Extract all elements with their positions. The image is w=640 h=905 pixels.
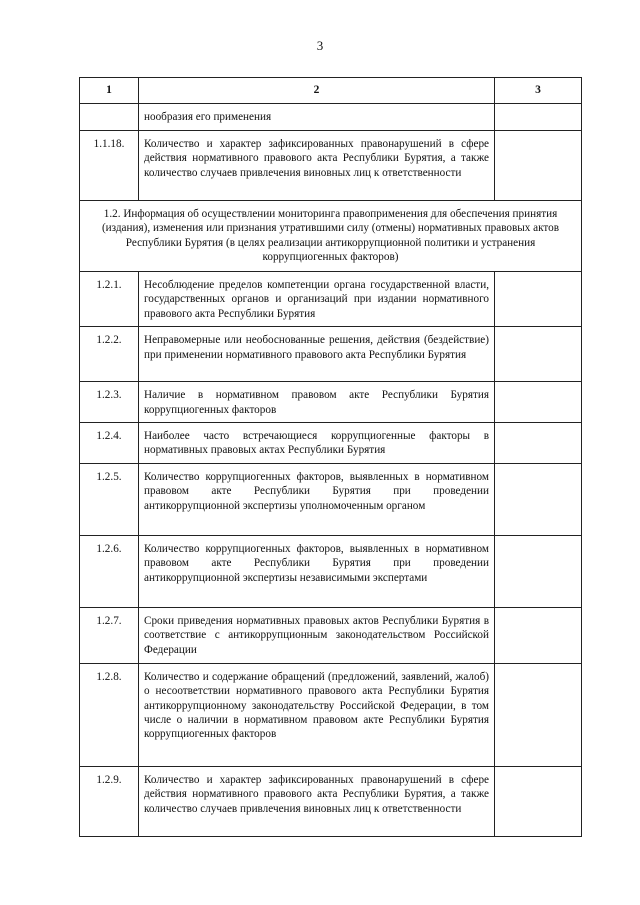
row-value-cell	[495, 607, 582, 663]
section-row	[80, 201, 582, 272]
row-number: 1.1.18.	[80, 131, 139, 201]
row-text: Несоблюдение пределов компетенции органа государственной власти, государственных органов и организаций при издании нормативного правового акта Республики Бурятия	[139, 272, 495, 327]
row-value-cell	[495, 423, 582, 464]
row-number: 1.2.1.	[80, 272, 139, 327]
column-header-2: 2	[139, 78, 495, 104]
table-row	[80, 535, 582, 607]
row-value-cell	[495, 131, 582, 201]
row-value-cell	[495, 104, 582, 131]
row-text: Количество и характер зафиксированных правонарушений в сфере действия нормативного правового акта Республики Бурятия, а также количество случаев привлечения виновных лиц к ответственности	[139, 131, 495, 201]
row-number: 1.2.9.	[80, 766, 139, 836]
table-row	[80, 327, 582, 382]
table-header-row	[80, 78, 582, 104]
row-number: 1.2.5.	[80, 463, 139, 535]
row-number	[80, 104, 139, 131]
row-text: Количество и характер зафиксированных правонарушений в сфере действия нормативного правового акта Республики Бурятия, а также количество случаев привлечения виновных лиц к ответственности	[139, 766, 495, 836]
row-text: Количество и содержание обращений (предложений, заявлений, жалоб) о несоответствии нормативного правового акта Республики Бурятия антикоррупционному законодательству Российской Федерации, в том числе о наличии в нормативном правовом акте Республики Бурятия коррупциогенных факторов	[139, 663, 495, 766]
row-number: 1.2.3.	[80, 382, 139, 423]
row-text: Неправомерные или необоснованные решения, действия (бездействие) при применении нормативного правового акта Республики Бурятия	[139, 327, 495, 382]
table-row	[80, 382, 582, 423]
row-number: 1.2.4.	[80, 423, 139, 464]
row-value-cell	[495, 272, 582, 327]
row-text: Наличие в нормативном правовом акте Республики Бурятия коррупциогенных факторов	[139, 382, 495, 423]
row-value-cell	[495, 766, 582, 836]
page-number: 3	[316, 38, 324, 53]
row-text: Наиболее часто встречающиеся коррупциогенные факторы в нормативных правовых актах Республики Бурятия	[139, 423, 495, 464]
row-value-cell	[495, 463, 582, 535]
table-row	[80, 423, 582, 464]
row-number: 1.2.6.	[80, 535, 139, 607]
column-header-3: 3	[495, 78, 582, 104]
row-text: нообразия его применения	[139, 104, 495, 131]
table-row	[80, 607, 582, 663]
row-value-cell	[495, 663, 582, 766]
table-row	[80, 663, 582, 766]
table-row	[80, 104, 582, 131]
row-number: 1.2.7.	[80, 607, 139, 663]
row-value-cell	[495, 535, 582, 607]
row-value-cell	[495, 327, 582, 382]
section-heading: 1.2. Информация об осуществлении мониторинга правоприменения для обеспечения принятия (издания), изменения или признания утратившими силу (отмены) нормативных правовых актов Республики Бурятия (в целях реализации антикоррупционной политики и устранения коррупциогенных факторов)	[80, 201, 582, 272]
row-text: Сроки приведения нормативных правовых актов Республики Бурятия в соответствие с антикоррупционным законодательством Российской Федерации	[139, 607, 495, 663]
table-row	[80, 131, 582, 201]
row-number: 1.2.8.	[80, 663, 139, 766]
monitoring-table	[79, 77, 582, 837]
row-text: Количество коррупциогенных факторов, выявленных в нормативном правовом акте Республики Бурятия при проведении антикоррупционной экспертизы независимыми экспертами	[139, 535, 495, 607]
table-row	[80, 463, 582, 535]
table-row	[80, 272, 582, 327]
row-number: 1.2.2.	[80, 327, 139, 382]
table-row	[80, 766, 582, 836]
row-value-cell	[495, 382, 582, 423]
column-header-1: 1	[80, 78, 139, 104]
row-text: Количество коррупциогенных факторов, выявленных в нормативном правовом акте Республики Бурятия при проведении антикоррупционной экспертизы уполномоченным органом	[139, 463, 495, 535]
